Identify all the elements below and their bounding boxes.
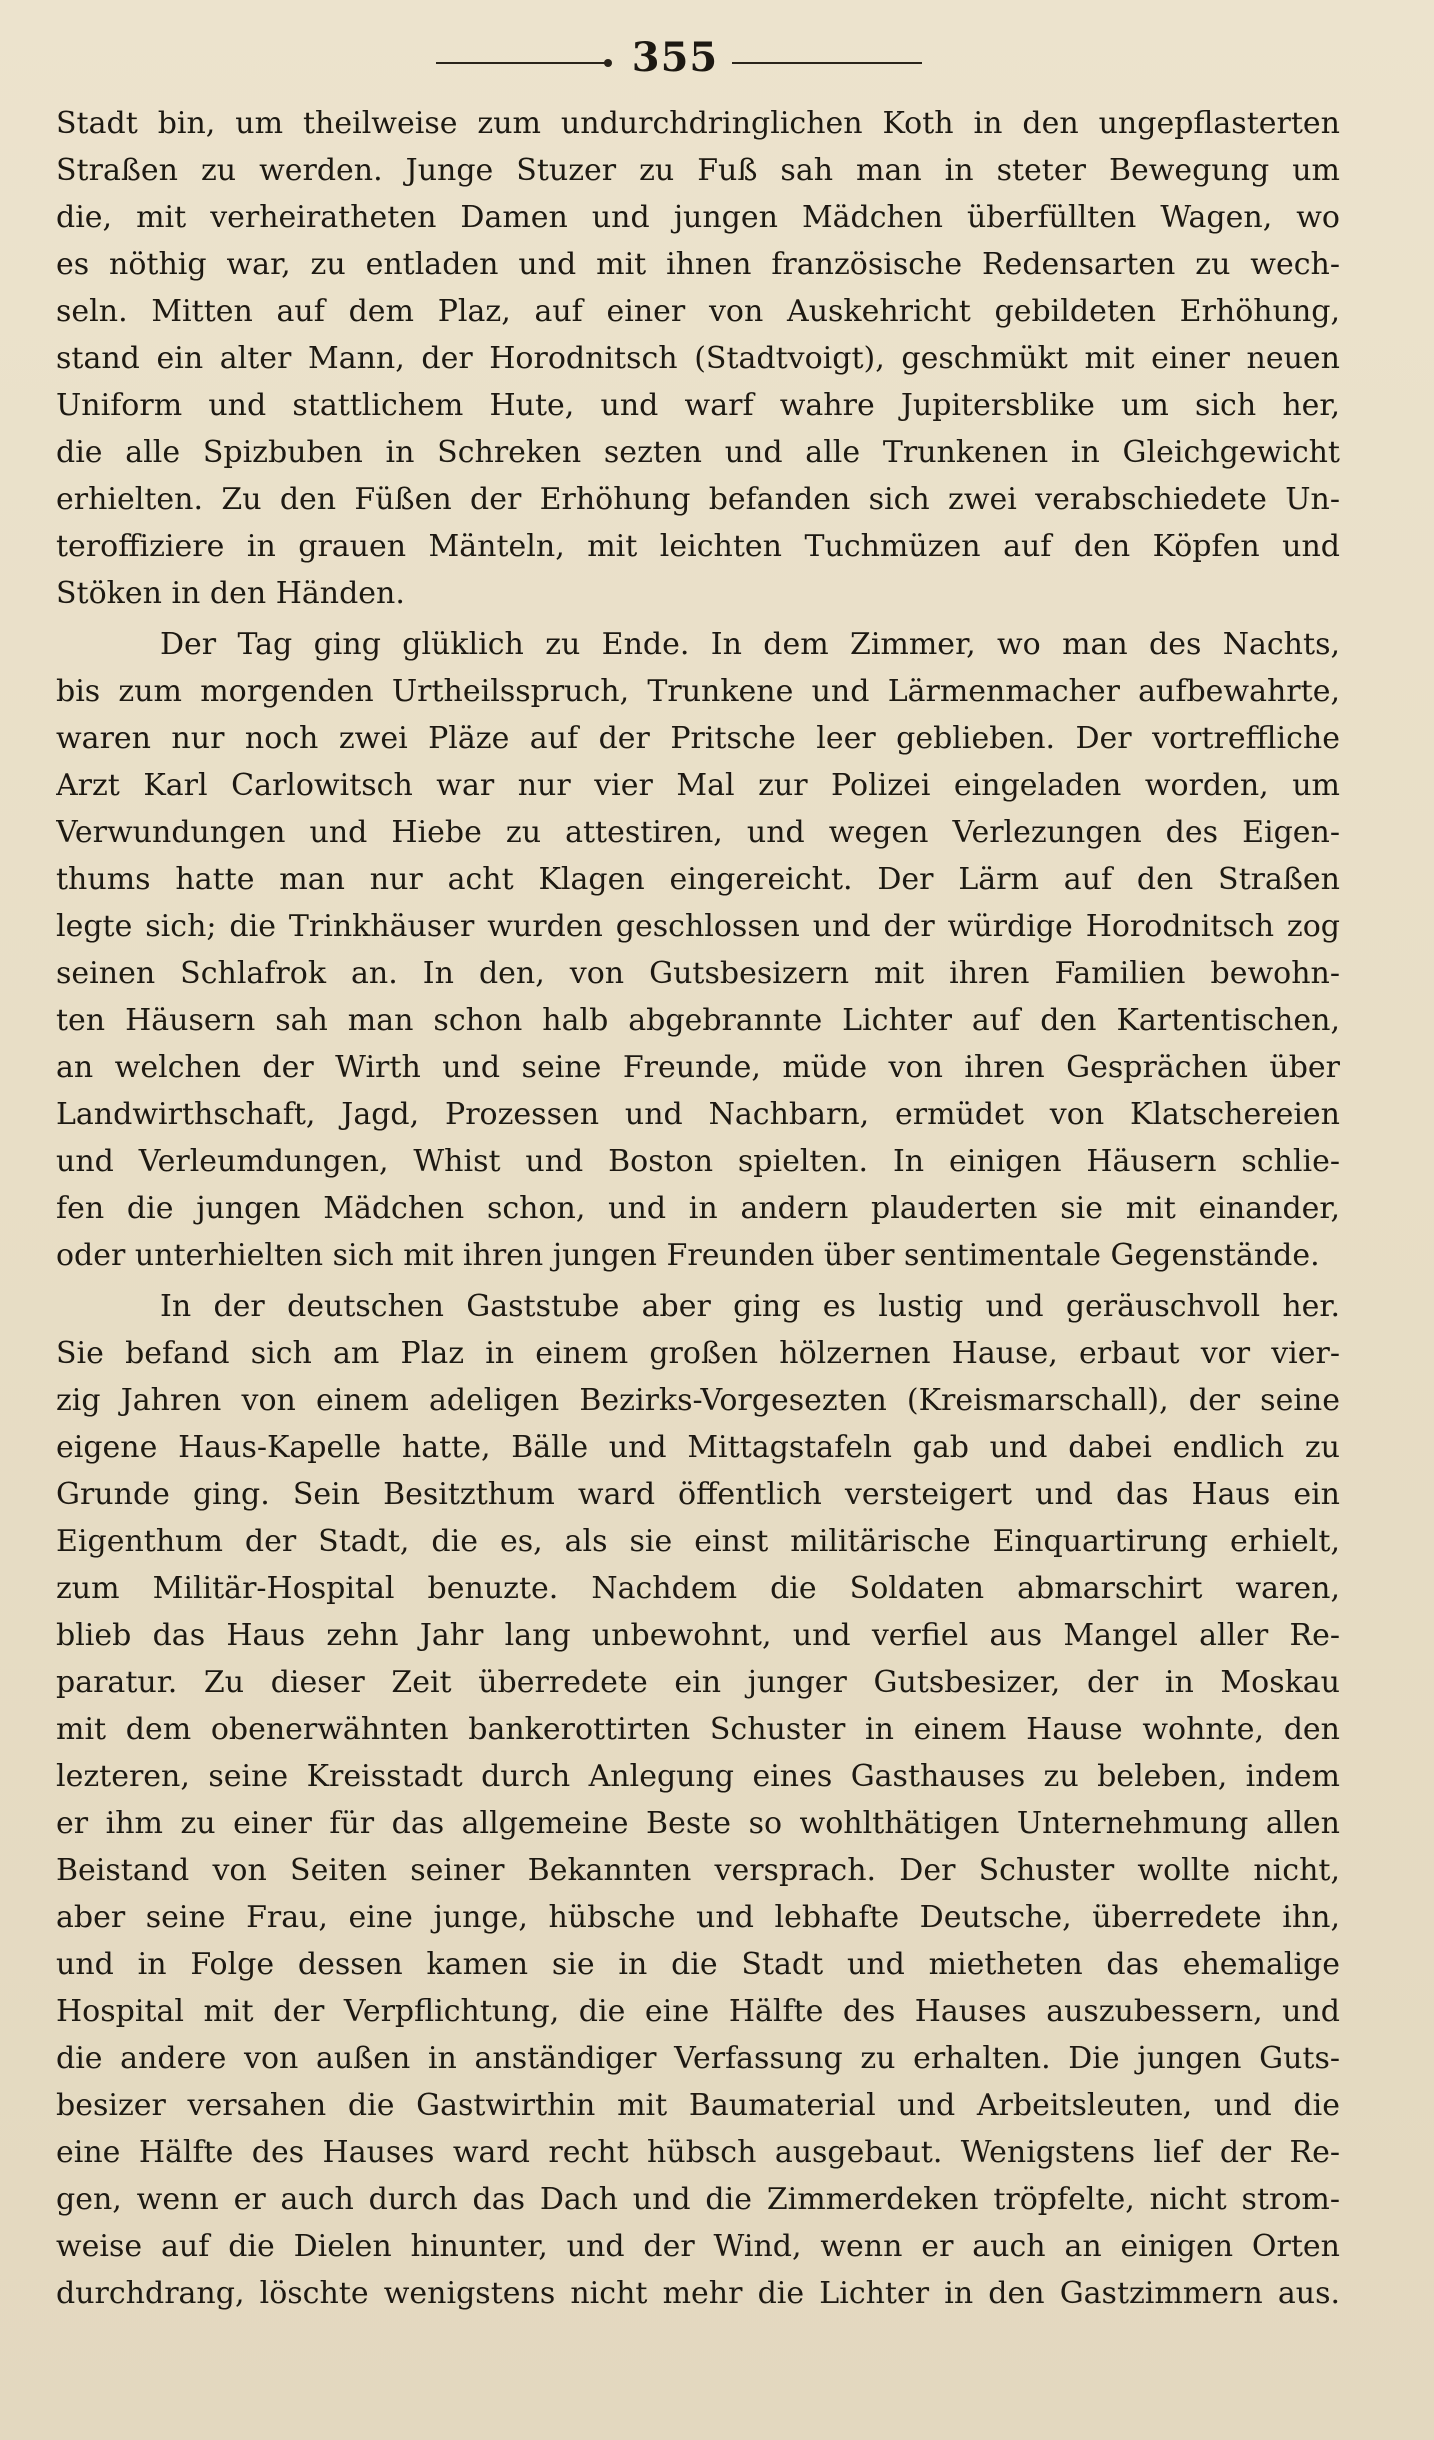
- text-line: er ihm zu einer für das allgemeine Beste so wohlthätigen Unternehmung allen: [56, 1806, 1340, 1841]
- text-line: blieb das Haus zehn Jahr lang unbewohnt, und verfiel aus Mangel aller Re-: [56, 1618, 1340, 1653]
- text-line: die, mit verheiratheten Damen und jungen Mädchen überfüllten Wagen, wo: [56, 200, 1340, 235]
- text-line: Sie befand sich am Plaz in einem großen hölzernen Hause, erbaut vor vier-: [56, 1336, 1340, 1371]
- text-line: Hospital mit der Verpflichtung, die eine Hälfte des Hauses auszubessern, und: [56, 1994, 1340, 2029]
- text-line: die alle Spizbuben in Schreken sezten und alle Trunkenen in Gleichgewicht: [56, 435, 1340, 470]
- text-line: oder unterhielten sich mit ihren jungen Freunden über sentimentale Gegenstände.: [56, 1238, 1320, 1273]
- rule-ornament: [604, 59, 612, 67]
- text-line: und Verleumdungen, Whist und Boston spielten. In einigen Häusern schlie-: [56, 1144, 1340, 1179]
- text-line: Der Tag ging glüklich zu Ende. In dem Zimmer, wo man des Nachts,: [160, 627, 1340, 662]
- text-line: seln. Mitten auf dem Plaz, auf einer von Auskehricht gebildeten Erhöhung,: [56, 294, 1340, 329]
- text-line: In der deutschen Gaststube aber ging es lustig und geräuschvoll her.: [160, 1289, 1340, 1324]
- text-line: lezteren, seine Kreisstadt durch Anlegung eines Gasthauses zu beleben, indem: [56, 1759, 1340, 1794]
- text-line: bis zum morgenden Urtheilsspruch, Trunkene und Lärmenmacher aufbewahrte,: [56, 674, 1340, 709]
- text-line: an welchen der Wirth und seine Freunde, müde von ihren Gesprächen über: [56, 1050, 1340, 1085]
- text-line: teroffiziere in grauen Mänteln, mit leichten Tuchmüzen auf den Köpfen und: [56, 529, 1340, 564]
- text-line: besizer versahen die Gastwirthin mit Baumaterial und Arbeitsleuten, und die: [56, 2088, 1340, 2123]
- text-line: Arzt Karl Carlowitsch war nur vier Mal zur Polizei eingeladen worden, um: [56, 768, 1340, 803]
- text-line: Stöken in den Händen.: [56, 576, 405, 611]
- text-line: aber seine Frau, eine junge, hübsche und lebhafte Deutsche, überredete ihn,: [56, 1900, 1340, 1935]
- text-line: Straßen zu werden. Junge Stuzer zu Fuß sah man in steter Bewegung um: [56, 153, 1340, 188]
- text-line: fen die jungen Mädchen schon, und in andern plauderten sie mit einander,: [56, 1191, 1340, 1226]
- text-line: es nöthig war, zu entladen und mit ihnen französische Redensarten zu wech-: [56, 247, 1340, 282]
- text-line: mit dem obenerwähnten bankerottirten Schuster in einem Hause wohnte, den: [56, 1712, 1340, 1747]
- header-rule-right: [732, 62, 922, 64]
- text-line: zum Militär-Hospital benuzte. Nachdem die Soldaten abmarschirt waren,: [56, 1571, 1340, 1606]
- header-rule-left: [436, 62, 608, 64]
- text-line: die andere von außen in anständiger Verfassung zu erhalten. Die jungen Guts-: [56, 2041, 1340, 2076]
- text-line: Verwundungen und Hiebe zu attestiren, und wegen Verlezungen des Eigen-: [56, 815, 1340, 850]
- text-line: und in Folge dessen kamen sie in die Stadt und mietheten das ehemalige: [56, 1947, 1340, 1982]
- body-text: [56, 100, 1340, 2317]
- text-line: ten Häusern sah man schon halb abgebrannte Lichter auf den Kartentischen,: [56, 1003, 1340, 1038]
- text-line: Eigenthum der Stadt, die es, als sie einst militärische Einquartirung erhielt,: [56, 1524, 1340, 1559]
- text-line: Uniform und stattlichem Hute, und warf wahre Jupitersblike um sich her,: [56, 388, 1340, 423]
- text-line: zig Jahren von einem adeligen Bezirks-Vorgesezten (Kreismarschall), der seine: [56, 1383, 1340, 1418]
- text-line: waren nur noch zwei Pläze auf der Pritsche leer geblieben. Der vortreffliche: [56, 721, 1340, 756]
- text-line: Landwirthschaft, Jagd, Prozessen und Nachbarn, ermüdet von Klatschereien: [56, 1097, 1340, 1132]
- text-line: paratur. Zu dieser Zeit überredete ein junger Gutsbesizer, der in Moskau: [56, 1665, 1340, 1700]
- text-line: durchdrang, löschte wenigstens nicht mehr die Lichter in den Gastzimmern aus.: [56, 2276, 1340, 2311]
- text-line: stand ein alter Mann, der Horodnitsch (Stadtvoigt), geschmükt mit einer neuen: [56, 341, 1340, 376]
- text-line: Grunde ging. Sein Besitzthum ward öffentlich versteigert und das Haus ein: [56, 1477, 1340, 1512]
- text-line: legte sich; die Trinkhäuser wurden geschlossen und der würdige Horodnitsch zog: [56, 909, 1340, 944]
- page-number: 355: [631, 34, 719, 81]
- text-line: gen, wenn er auch durch das Dach und die Zimmerdeken tröpfelte, nicht strom-: [56, 2182, 1340, 2217]
- text-line: eine Hälfte des Hauses ward recht hübsch ausgebaut. Wenigstens lief der Re-: [56, 2135, 1340, 2170]
- text-line: weise auf die Dielen hinunter, und der Wind, wenn er auch an einigen Orten: [56, 2229, 1340, 2264]
- text-line: thums hatte man nur acht Klagen eingereicht. Der Lärm auf den Straßen: [56, 862, 1340, 897]
- text-line: seinen Schlafrok an. In den, von Gutsbesizern mit ihren Familien bewohn-: [56, 956, 1340, 991]
- text-line: Beistand von Seiten seiner Bekannten versprach. Der Schuster wollte nicht,: [56, 1853, 1340, 1888]
- text-line: Stadt bin, um theilweise zum undurchdringlichen Koth in den ungepflasterten: [56, 106, 1340, 141]
- text-line: eigene Haus-Kapelle hatte, Bälle und Mittagstafeln gab und dabei endlich zu: [56, 1430, 1340, 1465]
- text-line: erhielten. Zu den Füßen der Erhöhung befanden sich zwei verabschiedete Un-: [56, 482, 1340, 517]
- page-header: [0, 34, 1434, 84]
